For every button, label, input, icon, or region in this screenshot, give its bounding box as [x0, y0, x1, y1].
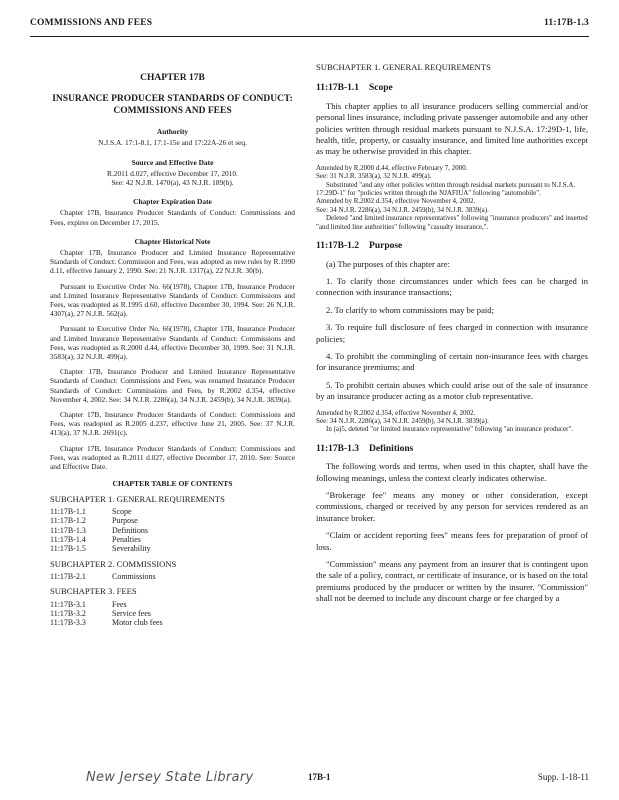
- toc-entry-title: Fees: [112, 599, 127, 609]
- section-heading-purpose: 11:17B-1.2 Purpose: [316, 241, 403, 252]
- definition-paragraph: "Brokerage fee" means any money or other consideration, except commissions, charged or received by any person for services rendered as an insurance broker.: [316, 490, 588, 523]
- amendment-note: Amended by R.2000 d.44, effective February 7, 2000.: [316, 163, 468, 172]
- library-watermark: New Jersey State Library: [86, 770, 254, 785]
- toc-entry: [50, 572, 295, 581]
- historical-note-heading: Chapter Historical Note: [134, 236, 211, 246]
- purpose-item: 2. To clarify to whom commissions may be paid;: [326, 304, 494, 315]
- amendment-note: Amended by R.2002 d.354, effective November 4, 2002.: [316, 408, 476, 417]
- toc-entry-number: 11:17B-3.1: [50, 599, 86, 609]
- toc-entry-title: Commissions: [112, 571, 156, 581]
- toc-subchapter-heading: SUBCHAPTER 2. COMMISSIONS: [50, 558, 177, 569]
- historical-note-paragraph: Chapter 17B, Insurance Producer Standards of Conduct: Commissions and Fees, was readopted as R.2005 d.237, effective June 21, 2005. See: 37 N.J.R. 413(a), 37 N.J.R. 2691(c).: [50, 410, 295, 438]
- toc-entry: [50, 526, 295, 535]
- supplement-date: Supp. 1-18-11: [537, 772, 589, 782]
- historical-note-paragraph: Chapter 17B, Insurance Producer and Limited Insurance Representative Standards of Conduct: Commissions and Fees, was renamed Insurance Producer Standards of Conduct: Commissions and Fees, by R.2002 d.354, effective November 4, 2002. See: 34 N.J.R. 2286(a), 34 N.J.R. 2459(b), 34 N.J.R. 3839(a).: [50, 367, 295, 404]
- purpose-item: 4. To prohibit the commingling of certain non-insurance fees with charges for insurance premiums; and: [316, 350, 588, 373]
- toc-entry: [50, 618, 295, 627]
- expiration-text: Chapter 17B, Insurance Producer Standards of Conduct: Commissions and Fees, expires on December 17, 2015.: [50, 208, 295, 227]
- toc-entry-title: Penalties: [112, 534, 141, 544]
- toc-entry-title: Purpose: [112, 516, 138, 526]
- toc-entry: [50, 544, 295, 553]
- purpose-notes: [316, 409, 588, 434]
- header-section-number: 11:17B-1.3: [543, 18, 589, 28]
- toc-entry-number: 11:17B-1.3: [50, 525, 86, 535]
- toc-subchapter-heading: SUBCHAPTER 1. GENERAL REQUIREMENTS: [50, 493, 225, 504]
- subchapter-heading: SUBCHAPTER 1. GENERAL REQUIREMENTS: [316, 62, 491, 72]
- toc-entry: [50, 600, 295, 609]
- chapter-title: INSURANCE PRODUCER STANDARDS OF CONDUCT: COMMISSIONS AND FEES: [52, 94, 293, 117]
- purpose-intro: (a) The purposes of this chapter are:: [326, 258, 450, 269]
- purpose-item: 5. To prohibit certain abuses which could arise out of the sale of insurance by an insurance producer acting as a motor club representative.: [316, 379, 588, 402]
- page-footer: [30, 772, 589, 792]
- toc-entry: [50, 609, 295, 618]
- historical-note-paragraph: Chapter 17B, Insurance Producer Standards of Conduct: Commissions and Fees, was readopted as R.2011 d.027, effective December 17, 2010. See: Source and Effective Date.: [50, 443, 295, 472]
- purpose-list: [316, 276, 588, 403]
- amendment-note: Substituted "and any other policies written through residual markets pursuant to N.J.S.A. 17:29D-1" for "policies written through the NJAFIUA" following "automobile".: [316, 180, 576, 198]
- toc-entry-number: 11:17B-3.3: [50, 618, 86, 628]
- definition-paragraph: "Commission" means any payment from an insurer that is contingent upon the sale of a policy, contract, or certificate of insurance, or is based on the total premiums produced by the producer or written by the insurer. "Commission" shall not be deemed to include any discount charge or fee charged by a: [316, 559, 588, 604]
- definition-paragraph: The following words and terms, when used in this chapter, shall have the following meanings, unless the context clearly indicates otherwise.: [316, 461, 588, 483]
- toc-entry-number: 11:17B-1.5: [50, 544, 86, 554]
- amendment-note: Deleted "and limited insurance representatives" following "insurance producers" and inserted "and limited line authorities" following "casualty insurance,".: [316, 214, 588, 231]
- authority-heading: Authority: [156, 127, 189, 137]
- chapter-number: CHAPTER 17B: [140, 73, 205, 83]
- toc-entry-title: Motor club fees: [112, 618, 163, 628]
- running-header: [30, 18, 589, 37]
- source-heading: Source and Effective Date: [131, 157, 214, 167]
- toc-entry-number: 11:17B-1.2: [50, 516, 86, 526]
- toc-entry-title: Scope: [112, 506, 132, 516]
- expiration-heading: Chapter Expiration Date: [133, 197, 212, 207]
- toc-entry: [50, 516, 295, 525]
- purpose-item: 3. To require full disclosure of fees charged in connection with insurance policies;: [316, 322, 588, 344]
- scope-body: This chapter applies to all insurance producers selling commercial and/or personal lines insurance, including private passenger automobile and any other policies written through residual markets pursuant to N.J.S.A. 17:29D-1, life, health, title, property, or casualty insurance, and limited line authorities except as may be otherwise provided in this chapter.: [316, 100, 588, 157]
- section-heading-scope: 11:17B-1.1 Scope: [316, 83, 393, 94]
- left-column: [50, 62, 295, 628]
- toc-entry-number: 11:17B-1.4: [50, 534, 86, 544]
- toc-entry-number: 11:17B-2.1: [50, 571, 86, 581]
- authority-text: N.J.S.A. 17:1-8.1, 17:1-15e and 17:22A-26 et seq.: [98, 138, 247, 148]
- page-number: 17B-1: [308, 772, 331, 782]
- right-column: [316, 62, 588, 611]
- purpose-item: 1. To clarify those circumstances under which fees can be charged in connection with insurance transactions;: [316, 275, 588, 298]
- amendment-note: In (a)5, deleted "or limited insurance representative" following "an insurance producer".: [326, 425, 574, 434]
- toc-entry: [50, 507, 295, 516]
- definition-paragraph: "Claim or accident reporting fees" means fees for preparation of proof of loss.: [316, 530, 588, 552]
- toc-entry-number: 11:17B-3.2: [50, 608, 86, 618]
- toc-entry-title: Severability: [112, 544, 151, 554]
- source-text-2: See: 42 N.J.R. 1470(a), 43 N.J.R. 189(b).: [111, 178, 234, 188]
- historical-notes: [50, 248, 295, 471]
- historical-note-paragraph: Pursuant to Executive Order No. 66(1978), Chapter 17B, Insurance Producer and Limited Insurance Representative Standards of Conduct: Commissions and Fees, was readopted as R.1995 d.60, effective December 30, 1994. See: 26 N.J.R. 4307(a), 27 N.J.R. 562(a).: [50, 281, 295, 319]
- amendment-note: See: 31 N.J.R. 3583(a), 32 N.J.R. 499(a).: [316, 172, 432, 181]
- scope-notes: [316, 164, 588, 231]
- historical-note-paragraph: Chapter 17B, Insurance Producer and Limited Insurance Representative Standards of Conduct: Commission and Fees, was adopted as new rules by R.1990 d.11, effective January 2, 1990. See: 21 N.J.R. 1317(a), 22 N.J.R. 30(b).: [50, 248, 295, 276]
- toc-heading: CHAPTER TABLE OF CONTENTS: [112, 479, 233, 489]
- table-of-contents: [50, 495, 295, 628]
- toc-entry-title: Service fees: [112, 608, 151, 618]
- section-heading-definitions: 11:17B-1.3 Definitions: [316, 443, 414, 454]
- amendment-note: Amended by R.2002 d.354, effective November 4, 2002.: [316, 197, 476, 206]
- toc-entry: [50, 535, 295, 544]
- definitions-body: [316, 461, 588, 604]
- historical-note-paragraph: Pursuant to Executive Order No. 66(1978), Chapter 17B, Insurance Producer and Limited Insurance Representative Standards of Conduct: Commissions and Fees, was readopted as R.2000 d.44, effective December 30, 1999. See: 31 N.J.R. 3583(a), 32 N.J.R. 499(a).: [50, 324, 295, 362]
- source-text: R.2011 d.027, effective December 17, 2010.: [107, 168, 238, 178]
- toc-subchapter-heading: SUBCHAPTER 3. FEES: [50, 586, 137, 597]
- header-section-title: COMMISSIONS AND FEES: [30, 18, 153, 28]
- amendment-note: See: 34 N.J.R. 2286(a), 34 N.J.R. 2459(b), 34 N.J.R. 3839(a).: [316, 416, 489, 425]
- toc-entry-title: Definitions: [112, 525, 148, 535]
- toc-entry-number: 11:17B-1.1: [50, 506, 86, 516]
- amendment-note: See: 34 N.J.R. 2286(a), 34 N.J.R. 2459(b), 34 N.J.R. 3839(a).: [316, 205, 489, 214]
